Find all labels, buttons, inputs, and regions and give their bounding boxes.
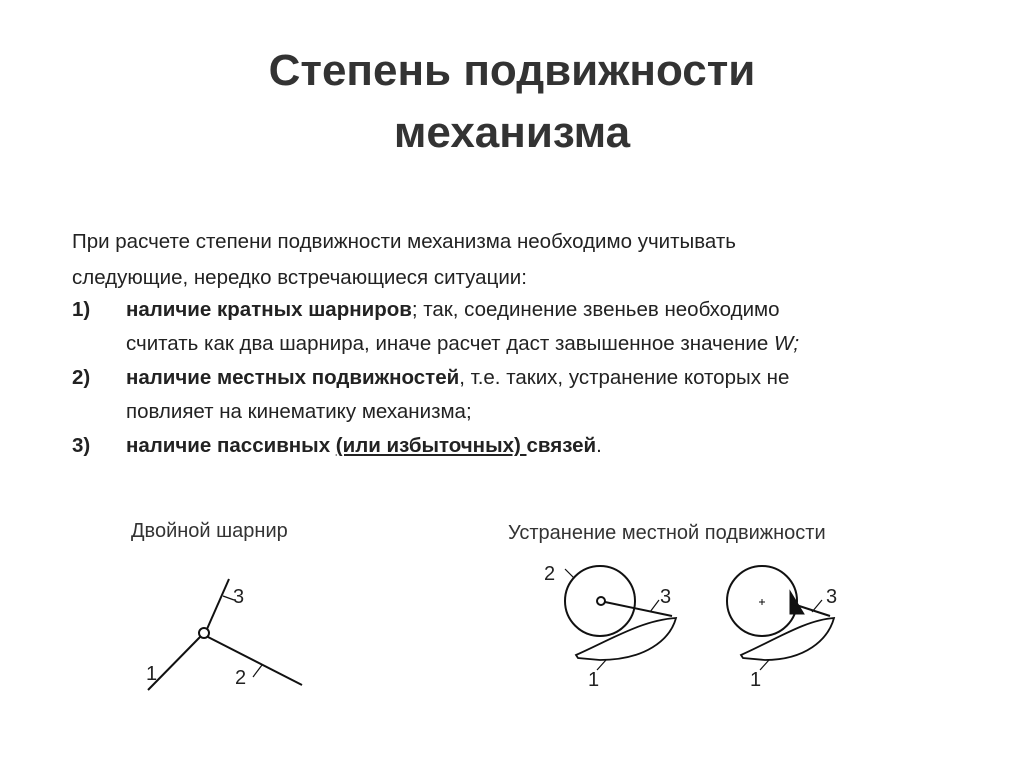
- leader-2: [253, 665, 262, 677]
- label-link-2: 2: [235, 667, 247, 689]
- intro-line-1: При расчете степени подвижности механизма необходимо учитывать: [72, 230, 736, 253]
- intro-line-2: следующие, нередко встречающиеся ситуации:: [72, 266, 527, 289]
- list-number: 3): [72, 434, 91, 457]
- joint-circle: [199, 628, 209, 638]
- leader-3b: [650, 600, 659, 612]
- item-bold-text: наличие кратных шарниров: [126, 298, 412, 321]
- list-number: 1): [72, 298, 91, 321]
- caption-double-joint: Двойной шарнир: [131, 520, 288, 542]
- local-mobility-before: [565, 566, 676, 670]
- leader-1c: [760, 660, 769, 670]
- label-link-3: 3: [233, 586, 245, 608]
- item-italic-symbol: W;: [774, 332, 800, 355]
- item-bold-text: наличие пассивных: [126, 434, 336, 457]
- title-line-2: механизма: [393, 108, 631, 157]
- leader-2b: [565, 569, 574, 578]
- item-bold-underlined: (или избыточных): [335, 434, 527, 457]
- list-number: 2): [72, 366, 91, 389]
- leader-3c: [812, 600, 822, 612]
- item-end-punct: .: [596, 434, 602, 457]
- item-bold-text-end: связей: [526, 434, 597, 457]
- item-text-line2: повлияет на кинематику механизма;: [126, 400, 472, 423]
- caption-local-mobility: Устранение местной подвижности: [508, 522, 826, 544]
- label-arm-3: 3: [660, 586, 672, 608]
- local-mobility-after: [727, 566, 834, 670]
- double-joint-diagram: [148, 579, 302, 690]
- item-text-line2: считать как два шарнира, иначе расчет даст завышенное значение: [126, 332, 769, 355]
- item-bold-text: наличие местных подвижностей: [126, 366, 460, 389]
- label-link-1: 1: [146, 663, 158, 685]
- label-cam-1b: 1: [750, 669, 762, 691]
- label-cam-1: 1: [588, 669, 600, 691]
- title-line-1: Степень подвижности: [268, 46, 756, 95]
- label-roller-2: 2: [544, 563, 556, 585]
- roller-pivot: [597, 597, 605, 605]
- item-text: ; так, соединение звеньев необходимо: [411, 298, 780, 321]
- item-text: , т.е. таких, устранение которых не: [459, 366, 790, 389]
- label-arm-3b: 3: [826, 586, 838, 608]
- link-3-line: [207, 579, 229, 629]
- link-2-line: [208, 637, 302, 685]
